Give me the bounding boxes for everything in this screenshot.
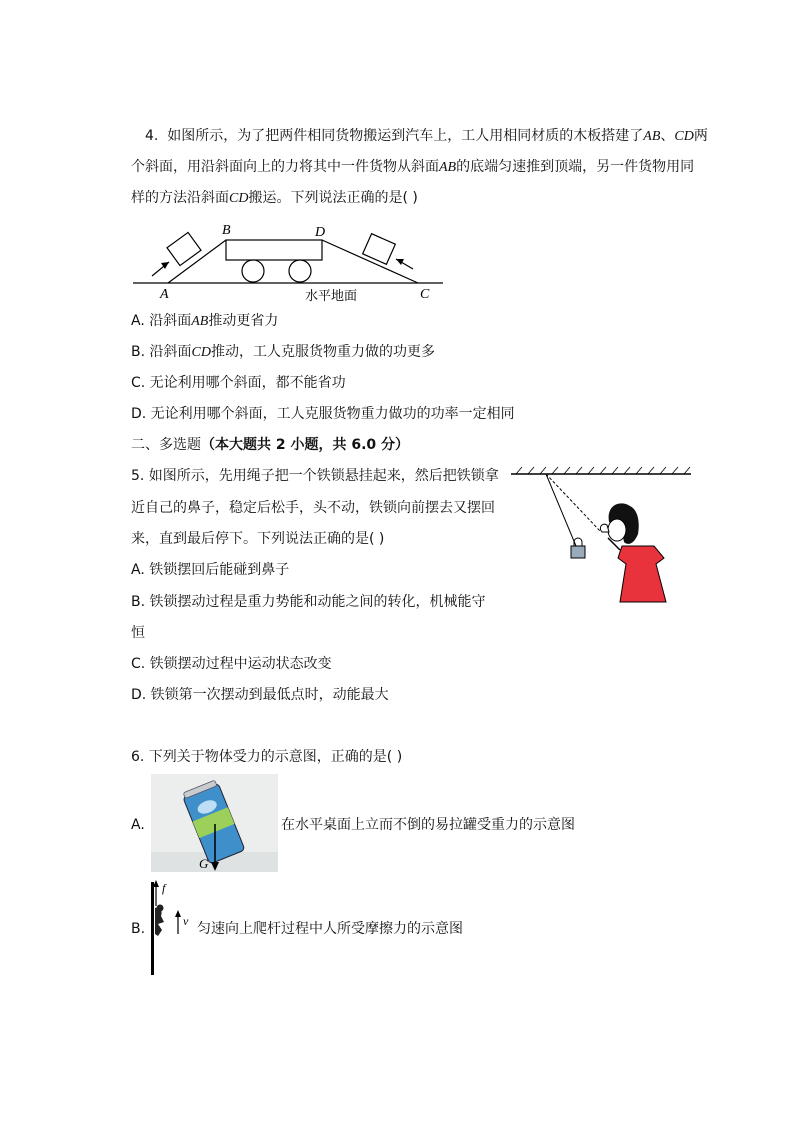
velocity-arrow-head (175, 910, 181, 917)
label-c: C (420, 287, 430, 302)
label-b: B (222, 223, 231, 238)
q6-option-b-text: 匀速向上爬杆过程中人所受摩擦力的示意图 (197, 921, 463, 937)
push-arrow-right-head (396, 259, 404, 265)
q4-option-b: B. 沿斜面CD推动，工人克服货物重力做的功更多 (131, 344, 435, 360)
q5-option-c: C. 铁锁摆动过程中运动状态改变 (131, 656, 332, 672)
section-heading: 二、多选题（本大题共 2 小题，共 6.0 分） (131, 437, 410, 453)
friction-label: f (162, 881, 166, 895)
q6-option-a-text: 在水平桌面上立而不倒的易拉罐受重力的示意图 (281, 817, 575, 833)
pendulum-girl-illustration (506, 462, 696, 607)
q4-option-a: A. 沿斜面AB推动更省力 (131, 313, 279, 329)
lock-string (546, 474, 576, 546)
q6-option-b-label: B. (131, 921, 146, 937)
q5-line-3: 来，直到最后停下。下列说法正确的是( ) (131, 531, 385, 547)
q4-line-3: 样的方法沿斜面CD搬运。下列说法正确的是( ) (131, 190, 418, 206)
q4-line-1: 4. 如图所示，为了把两件相同货物搬运到汽车上，工人用相同材质的木板搭建了AB、CD两 (145, 128, 708, 144)
q4-line-2: 个斜面，用沿斜面向上的力将其中一件货物从斜面AB的底端匀速推到顶端，另一件货物用同 (131, 159, 695, 175)
label-a: A (160, 287, 169, 302)
truck-wheel-right (289, 260, 311, 282)
lock-string-start (546, 474, 601, 532)
q4-option-c: C. 无论利用哪个斜面，都不能省功 (131, 375, 346, 391)
climber-head (157, 905, 164, 912)
iron-lock (571, 546, 585, 558)
q5-option-b-cont: 恒 (131, 625, 145, 641)
q5-option-a: A. 铁锁摆回后能碰到鼻子 (131, 562, 290, 578)
girl-hand (600, 524, 609, 532)
incline-diagram (128, 218, 448, 306)
girl-face (608, 519, 626, 541)
cargo-box-left (167, 232, 201, 265)
pole-climber-image (146, 878, 196, 976)
label-d: D (315, 225, 326, 240)
cargo-box-right (363, 234, 396, 265)
truck-wheel-left (242, 260, 264, 282)
q5-option-d: D. 铁锁第一次摆动到最低点时，动能最大 (131, 687, 389, 703)
girl-dress (618, 546, 666, 602)
q6-option-a-label: A. (131, 817, 145, 833)
soda-can-image (151, 774, 278, 872)
velocity-label: v (183, 914, 189, 928)
truck-bed (226, 240, 322, 260)
climbing-pole (151, 882, 154, 975)
q5-option-b: B. 铁锁摆动过程是重力势能和动能之间的转化，机械能守 (131, 594, 486, 610)
gravity-label: G (199, 856, 209, 871)
ground-label: 水平地面 (305, 289, 358, 304)
climber-figure (155, 907, 164, 936)
q6-stem: 6. 下列关于物体受力的示意图，正确的是( ) (131, 749, 403, 765)
q4-option-d: D. 无论利用哪个斜面，工人克服货物重力做功的功率一定相同 (131, 406, 515, 422)
ceiling-hatch (516, 467, 690, 474)
q5-line-1: 5. 如图所示，先用绳子把一个铁锁悬挂起来，然后把铁锁拿 (131, 468, 499, 484)
q5-line-2: 近自己的鼻子，稳定后松手，头不动，铁锁向前摆去又摆回 (131, 500, 495, 516)
